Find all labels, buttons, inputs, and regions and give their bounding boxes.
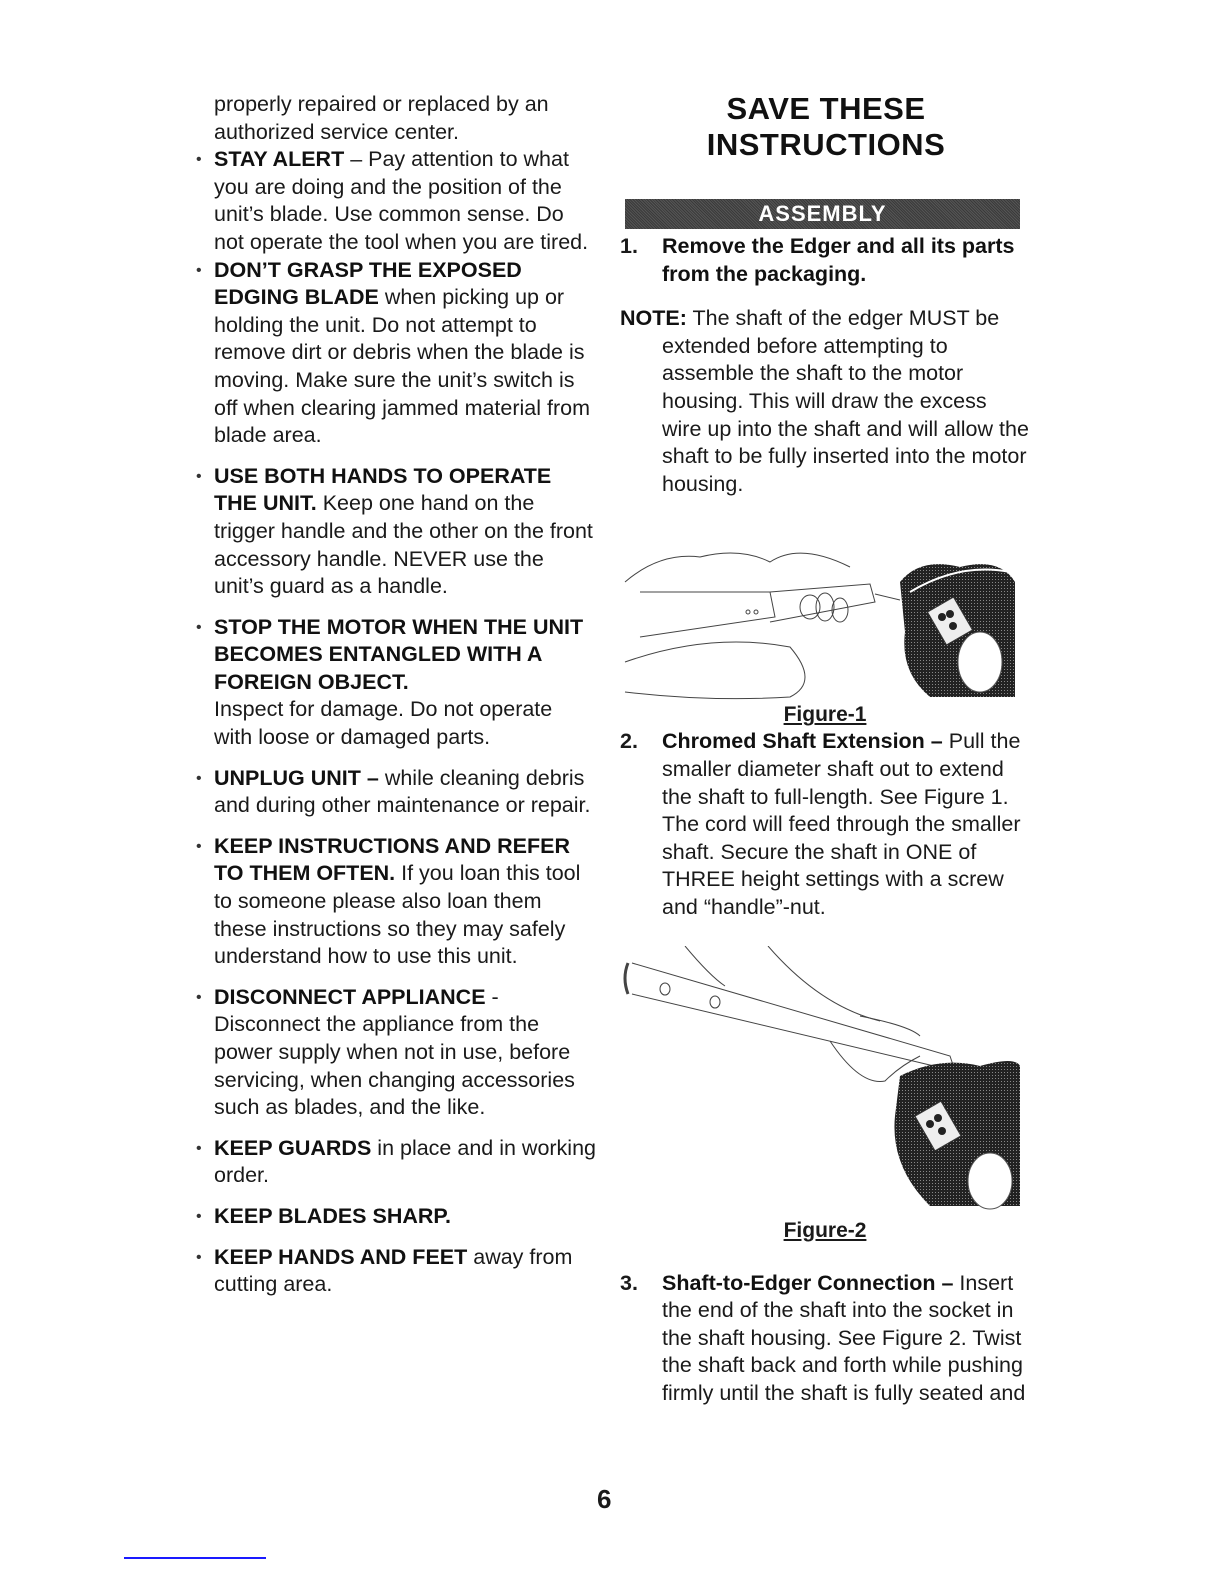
figure-1-caption: Figure-1: [783, 703, 867, 727]
figure-2-caption: Figure-2: [783, 1218, 867, 1242]
figure-1-image: [620, 522, 1020, 702]
right-column: [620, 91, 1030, 1407]
step-3: 3. Shaft-to-Edger Connection – Insert the end of the shaft into the socket in the shaft housing. See Figure 2. Twist the shaft back and forth while pushing firmly until the shaft is fully seated and: [620, 1270, 1026, 1405]
section-header-assembly: ASSEMBLY: [625, 199, 1020, 229]
bullet-stay-alert: • STAY ALERT – Pay attention to what you are doing and the position of the unit’s blade. Use common sense. Do not operate the tool when you are tired.: [196, 146, 596, 256]
bullet-unplug-unit: • UNPLUG UNIT – while cleaning debris and during other maintenance or repair.: [196, 765, 596, 820]
note-paragraph: NOTE: The shaft of the edger MUST be extended before attempting to assemble the shaft to the motor housing. This will draw the excess wire up into the shaft and will allow the shaft to be fully inserted into the motor housing.: [620, 306, 1029, 496]
bullet-keep-guards: • KEEP GUARDS in place and in working order.: [196, 1135, 596, 1190]
step-2: 2. Chromed Shaft Extension – Pull the smaller diameter shaft out to extend the shaft to full-length. See Figure 1. The cord will feed through the smaller shaft. Secure the shaft in ONE of THREE height settings with a screw and “handle”-nut.: [620, 729, 1021, 919]
bullet-keep-hands-feet: • KEEP HANDS AND FEET away from cutting area.: [196, 1244, 596, 1299]
edger-shaft-extension-illustration-icon: [620, 522, 1020, 702]
bullet-keep-instructions: • KEEP INSTRUCTIONS AND REFER TO THEM OFTEN. If you loan this tool to someone please also loan them these instructions so they may safely understand how to use this unit.: [196, 833, 596, 971]
footer-link-underline: [124, 1557, 266, 1559]
bullet-use-both-hands: • USE BOTH HANDS TO OPERATE THE UNIT. Keep one hand on the trigger handle and the other on the front accessory handle. NEVER use the unit’s guard as a handle.: [196, 463, 596, 601]
page-number: 6: [597, 1484, 612, 1514]
page-title: SAVE THESE INSTRUCTIONS: [706, 91, 946, 162]
bullet-disconnect-appliance: • DISCONNECT APPLIANCE - Disconnect the appliance from the power supply when not in use, before servicing, when changing accessories such as blades, and the like.: [196, 984, 596, 1122]
shaft-to-edger-connection-illustration-icon: [620, 946, 1020, 1216]
step-1: 1. Remove the Edger and all its parts from the packaging.: [620, 234, 1015, 286]
bullet-dont-grasp-blade: • DON’T GRASP THE EXPOSED EDGING BLADE when picking up or holding the unit. Do not attempt to remove dirt or debris when the blade is moving. Make sure the unit’s switch is off when clearing jammed material from blade area.: [196, 257, 596, 450]
bullet-stop-motor: • STOP THE MOTOR WHEN THE UNIT BECOMES ENTANGLED WITH A FOREIGN OBJECT. Inspect for damage. Do not operate with loose or damaged parts.: [196, 614, 596, 752]
figure-2-image: [620, 946, 1020, 1216]
bullet-keep-blades-sharp: • KEEP BLADES SHARP.: [196, 1203, 596, 1231]
continuation-text: properly repaired or replaced by an authorized service center.: [214, 92, 549, 144]
left-column: [196, 91, 596, 1299]
